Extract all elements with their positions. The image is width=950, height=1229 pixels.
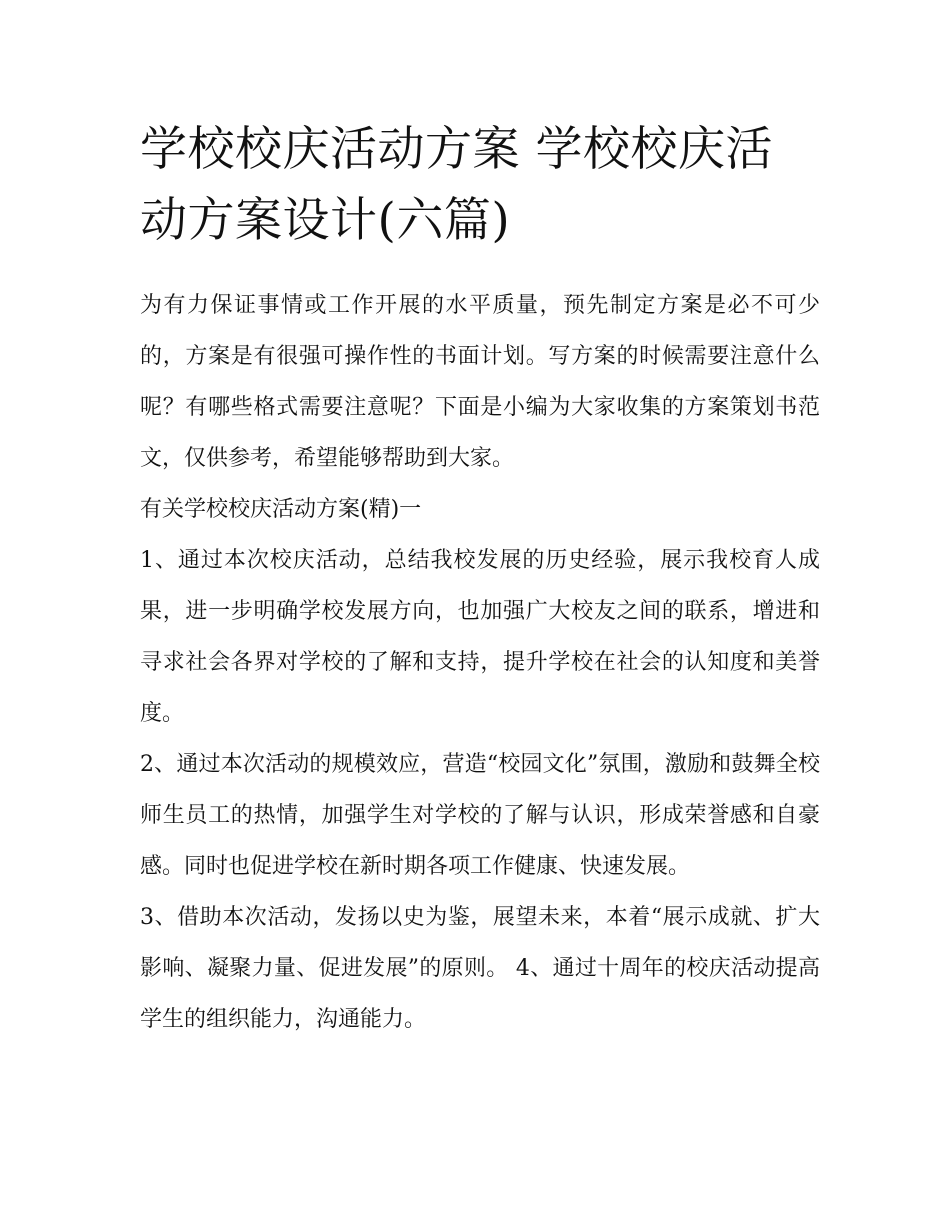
section-heading: 有关学校校庆活动方案(精)一: [140, 497, 422, 522]
document-body: [140, 114, 820, 1045]
list-item-1: 1、通过本次校庆活动，总结我校发展的历史经验，展示我校育人成果，进一步明确学校发展方向，也加强广大校友之间的联系，增进和寻求社会各界对学校的了解和支持，提升学校在社会的认知度和美誉度。: [140, 548, 820, 726]
list-item-2: 2、通过本次活动的规模效应，营造“校园文化”氛围，激励和鼓舞全校师生员工的热情，加强学生对学校的了解与认识，形成荣誉感和自豪感。同时也促进学校在新时期各项工作健康、快速发展。: [140, 752, 820, 879]
document-title: 学校校庆活动方案 学校校庆活动方案设计(六篇): [140, 122, 773, 248]
intro-paragraph: 为有力保证事情或工作开展的水平质量，预先制定方案是必不可少的，方案是有很强可操作性的书面计划。写方案的时候需要注意什么呢？有哪些格式需要注意呢？下面是小编为大家收集的方案策划书范文，仅供参考，希望能够帮助到大家。: [140, 293, 820, 471]
list-item-3: 3、借助本次活动，发扬以史为鉴，展望未来，本着“展示成就、扩大影响、凝聚力量、促进发展”的原则。 4、通过十周年的校庆活动提高学生的组织能力，沟通能力。: [140, 905, 820, 1032]
